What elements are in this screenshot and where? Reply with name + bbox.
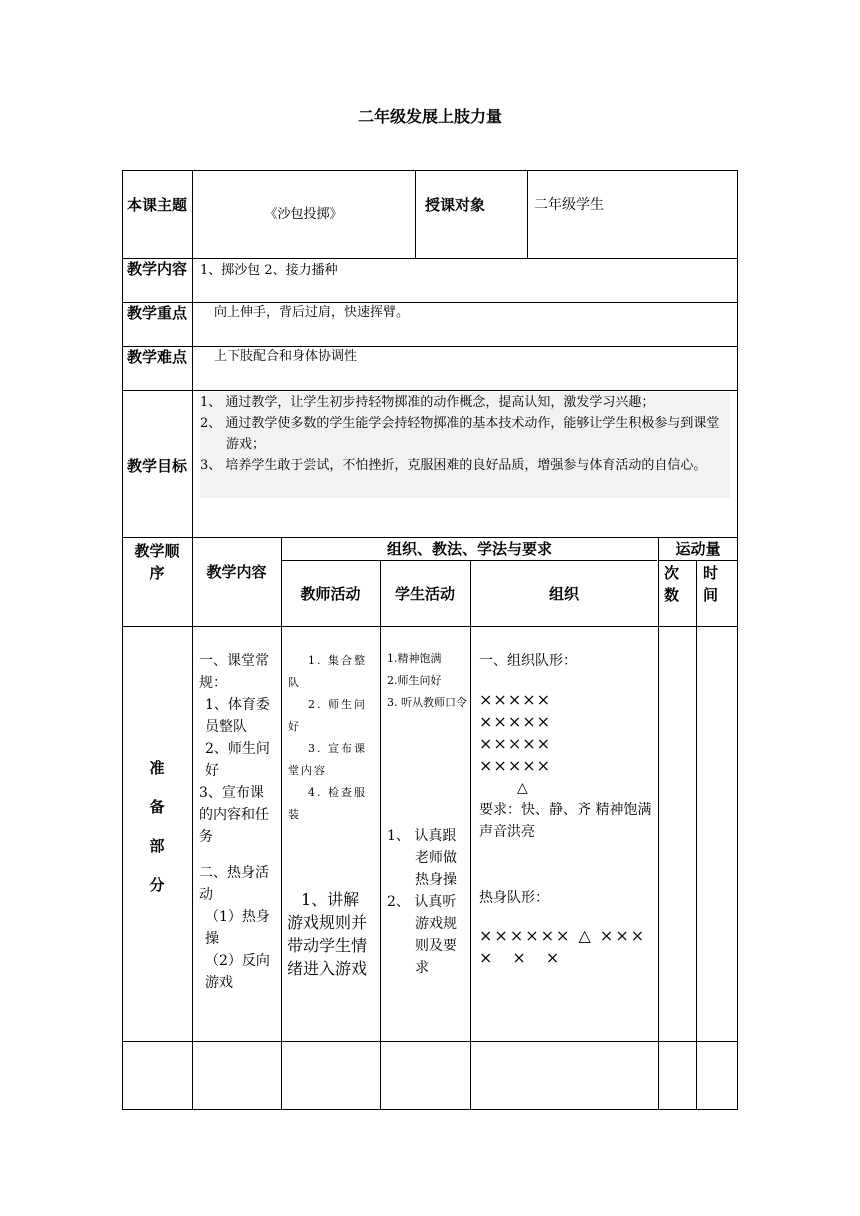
col-content: 教学内容: [206, 563, 267, 581]
col-duration: 时间: [703, 564, 719, 604]
col-times: 次数: [664, 564, 680, 604]
formation-requirement: 要求：快、静、齐 精神饱满 声音洪亮: [479, 802, 652, 840]
key-value: 向上伸手，背后过肩，快速挥臂。: [214, 305, 410, 320]
prep-organization: 一、组织队形： ××××× ××××× ××××× ××××× △ 要求：快、静、齐 精神饱满 声音洪亮 热身队形： ×××××× △ ××× × × ×: [479, 650, 654, 969]
prep-teacher-game: 1、讲解游戏规则并带动学生情绪进入游戏: [287, 890, 368, 978]
goal-item: 2、 通过教学使多数的学生能学会持轻物掷准的基本技术动作，能够让学生积极参与到课堂游戏；: [200, 416, 720, 452]
warmup-title: 热身队形：: [479, 890, 549, 906]
prep-student: 1.精神饱满 2.师生问好 3. 听从教师口令: [387, 652, 467, 709]
goals-list: [200, 392, 730, 498]
formation-row: ×××××: [479, 756, 552, 775]
audience-value: 二年级学生: [534, 197, 604, 213]
prep-section-label: 准 备 部 分: [149, 759, 165, 894]
col-org-header: 组织、教法、学法与要求: [386, 540, 552, 558]
warmup-formation: ×××××× △ ××× × × ×: [479, 926, 647, 967]
goal-item: 1、 通过教学，让学生初步持轻物掷准的动作概念，提高认知，激发学习兴趣；: [200, 395, 655, 410]
topic-value: 《沙包投掷》: [264, 207, 343, 222]
formation-row: ×××××: [479, 734, 552, 753]
col-organization: 组织: [548, 585, 579, 603]
content-value: 1、掷沙包 2、接力播种: [200, 263, 338, 278]
audience-label: 授课对象: [425, 196, 486, 214]
formation-row: ×××××: [479, 690, 552, 709]
col-teacher: 教师活动: [300, 585, 361, 603]
col-order: 教学顺序: [134, 542, 180, 582]
page-title: 二年级发展上肢力量: [357, 107, 502, 126]
difficulty-value: 上下肢配合和身体协调性: [214, 349, 358, 364]
formation-row: ×××××: [479, 712, 552, 731]
difficulty-label: 教学难点: [127, 348, 188, 366]
content-label: 教学内容: [127, 260, 188, 278]
teacher-mark: △: [517, 780, 528, 796]
col-student: 学生活动: [394, 585, 455, 603]
topic-label: 本课主题: [127, 196, 188, 214]
prep-student-items: 1、 认真跟老师做热身操 2、 认真听游戏规则及要求: [387, 828, 457, 976]
goals-label: 教学目标: [127, 457, 188, 475]
key-label: 教学重点: [127, 304, 188, 322]
prep-teacher: 1. 集合整队 2. 师生问好 3. 宣布课堂内容 4. 检查服装: [288, 654, 367, 821]
col-load: 运动量: [675, 540, 721, 558]
prep-content: 一、课堂常规： 1、体育委员整队 2、师生问好 3、宣布课的内容和任务 二、热身活动 （1）热身操 （2）反向游戏: [199, 653, 270, 991]
goal-item: 3、 培养学生敢于尝试，不怕挫折，克服困难的良好品质，增强参与体育活动的自信心。: [200, 458, 707, 473]
